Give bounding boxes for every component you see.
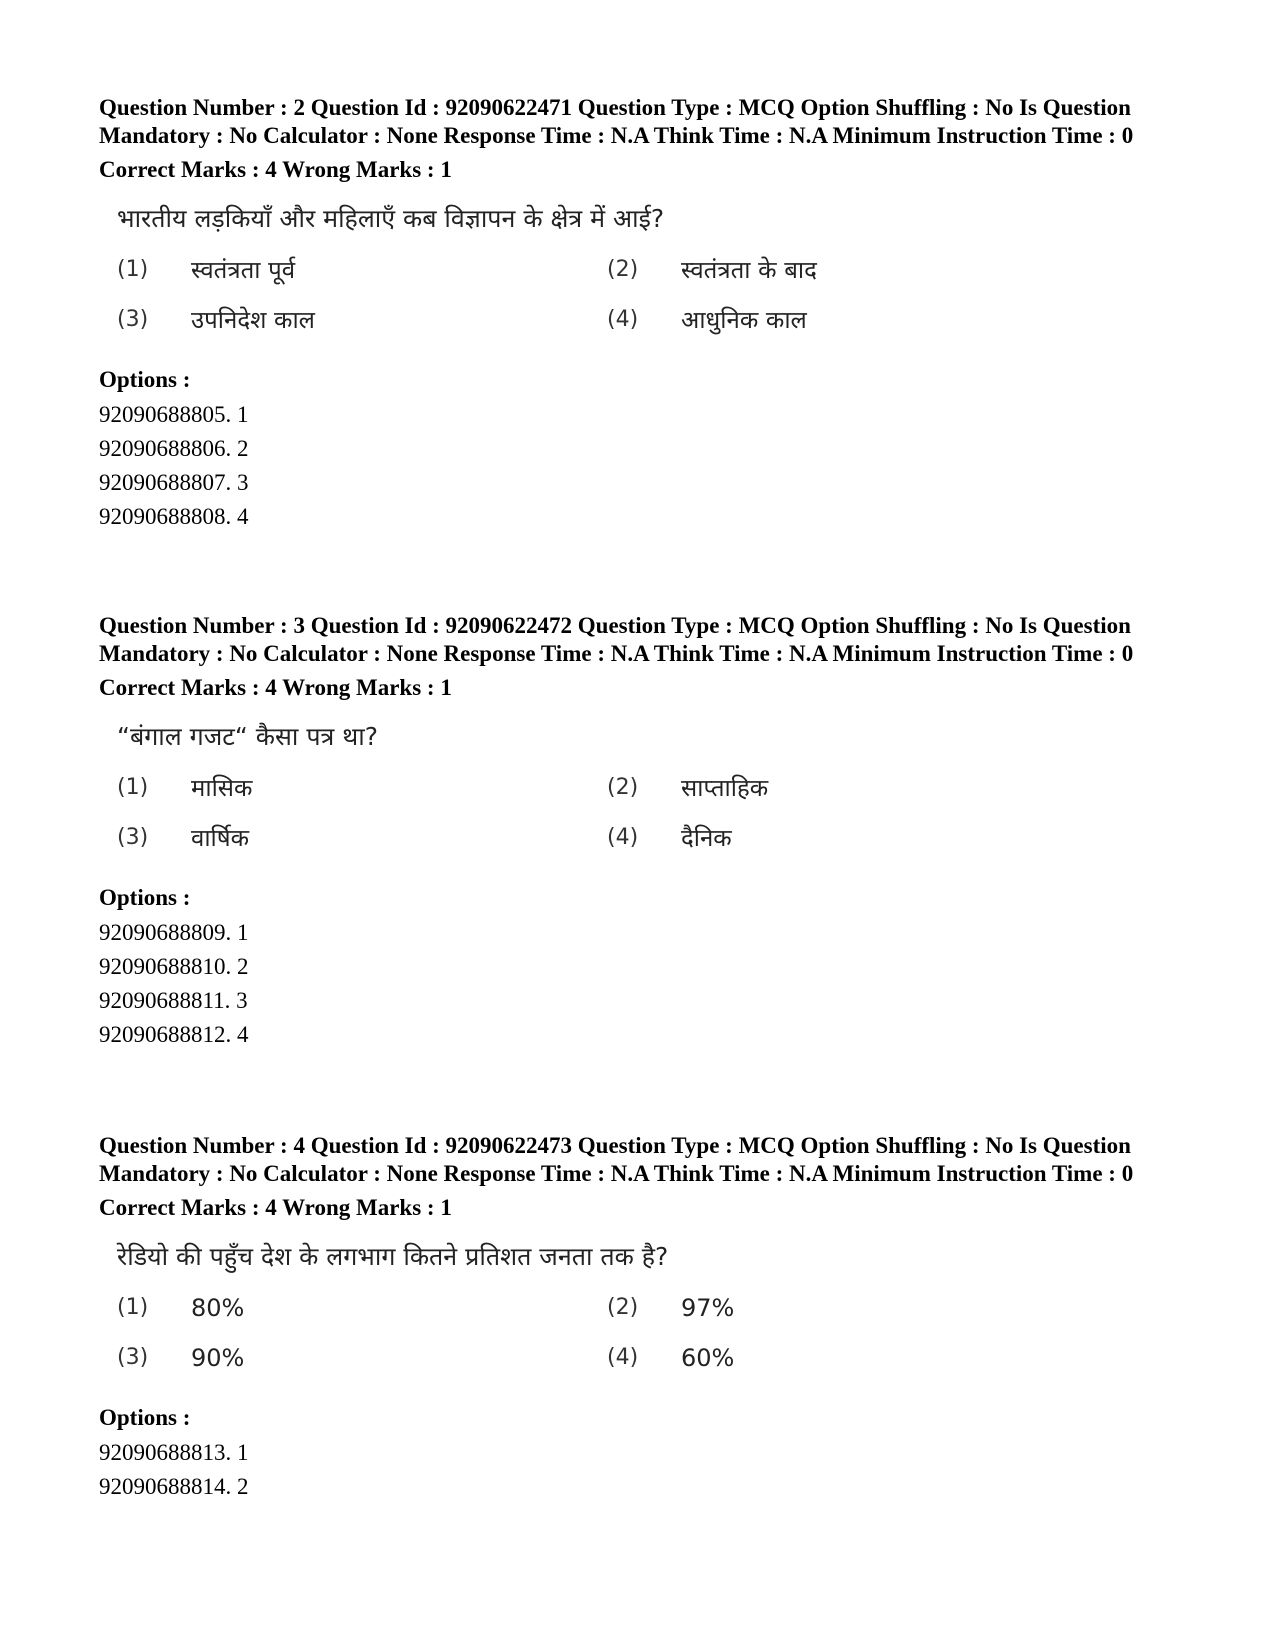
choice-text: वार्षिक bbox=[191, 824, 250, 852]
choice-number: (3) bbox=[117, 1345, 149, 1370]
choice-text: स्वतंत्रता के बाद bbox=[681, 256, 817, 284]
choice-text: 60% bbox=[681, 1344, 735, 1372]
choice-number: (4) bbox=[607, 307, 639, 332]
choice-3 bbox=[117, 1340, 607, 1376]
question-marks: Correct Marks : 4 Wrong Marks : 1 bbox=[99, 1195, 452, 1220]
choice-1 bbox=[117, 1290, 607, 1326]
choice-4 bbox=[607, 820, 1097, 856]
choice-number: (3) bbox=[117, 307, 149, 332]
choice-1 bbox=[117, 770, 607, 806]
options-label: Options : bbox=[99, 885, 191, 910]
choice-text: 97% bbox=[681, 1294, 735, 1322]
options-label: Options : bbox=[99, 1405, 191, 1430]
options-label: Options : bbox=[99, 367, 191, 392]
choice-text: मासिक bbox=[191, 774, 253, 802]
choice-number: (2) bbox=[607, 257, 639, 282]
option-id: 92090688813. 1 bbox=[99, 1440, 249, 1465]
choice-grid bbox=[117, 770, 1189, 856]
choice-text: दैनिक bbox=[681, 824, 732, 852]
choice-grid bbox=[117, 1290, 1189, 1376]
choice-number: (2) bbox=[607, 775, 639, 800]
choice-number: (1) bbox=[117, 775, 149, 800]
choice-text: 80% bbox=[191, 1294, 245, 1322]
question-meta: Question Number : 4 Question Id : 92090622473 Question Type : MCQ Option Shuffling : No Is Question Mandatory : No Calculator : None Response Time : N.A Think Time : N.A Minimum Instruction Time : 0 bbox=[99, 1133, 1134, 1186]
choice-3 bbox=[117, 302, 607, 338]
choice-number: (4) bbox=[607, 1345, 639, 1370]
choice-number: (1) bbox=[117, 1295, 149, 1320]
choice-text: साप्ताहिक bbox=[681, 774, 769, 802]
question-block-2 bbox=[99, 94, 1189, 534]
choice-2 bbox=[607, 770, 1097, 806]
choice-number: (1) bbox=[117, 257, 149, 282]
choice-2 bbox=[607, 252, 1097, 288]
choice-text: स्वतंत्रता पूर्व bbox=[191, 256, 296, 284]
option-id: 92090688810. 2 bbox=[99, 954, 249, 979]
choice-text: आधुनिक काल bbox=[681, 306, 807, 334]
choice-text: 90% bbox=[191, 1344, 245, 1372]
option-id: 92090688808. 4 bbox=[99, 504, 249, 529]
question-stem: रेडियो की पहुँच देश के लगभाग कितने प्रतिशत जनता तक है? bbox=[117, 1242, 669, 1271]
choice-4 bbox=[607, 302, 1097, 338]
option-id: 92090688811. 3 bbox=[99, 988, 248, 1013]
question-meta: Question Number : 3 Question Id : 92090622472 Question Type : MCQ Option Shuffling : No Is Question Mandatory : No Calculator : None Response Time : N.A Think Time : N.A Minimum Instruction Time : 0 bbox=[99, 613, 1134, 666]
choice-3 bbox=[117, 820, 607, 856]
question-marks: Correct Marks : 4 Wrong Marks : 1 bbox=[99, 157, 452, 182]
option-id: 92090688806. 2 bbox=[99, 436, 249, 461]
choice-1 bbox=[117, 252, 607, 288]
option-id: 92090688814. 2 bbox=[99, 1474, 249, 1499]
choice-2 bbox=[607, 1290, 1097, 1326]
question-stem: भारतीय लड़कियाँ और महिलाएँ कब विज्ञापन के क्षेत्र में आई? bbox=[117, 204, 665, 233]
option-id: 92090688805. 1 bbox=[99, 402, 249, 427]
choice-grid bbox=[117, 252, 1189, 338]
option-id: 92090688809. 1 bbox=[99, 920, 249, 945]
choice-text: उपनिदेश काल bbox=[191, 306, 315, 334]
question-stem: “बंगाल गजट“ कैसा पत्र था? bbox=[117, 722, 378, 751]
option-id: 92090688807. 3 bbox=[99, 470, 249, 495]
choice-number: (3) bbox=[117, 825, 149, 850]
question-block-3 bbox=[99, 612, 1189, 1052]
question-block-4 bbox=[99, 1132, 1189, 1504]
choice-4 bbox=[607, 1340, 1097, 1376]
question-meta: Question Number : 2 Question Id : 92090622471 Question Type : MCQ Option Shuffling : No Is Question Mandatory : No Calculator : None Response Time : N.A Think Time : N.A Minimum Instruction Time : 0 bbox=[99, 95, 1134, 148]
option-id: 92090688812. 4 bbox=[99, 1022, 249, 1047]
choice-number: (2) bbox=[607, 1295, 639, 1320]
choice-number: (4) bbox=[607, 825, 639, 850]
question-marks: Correct Marks : 4 Wrong Marks : 1 bbox=[99, 675, 452, 700]
